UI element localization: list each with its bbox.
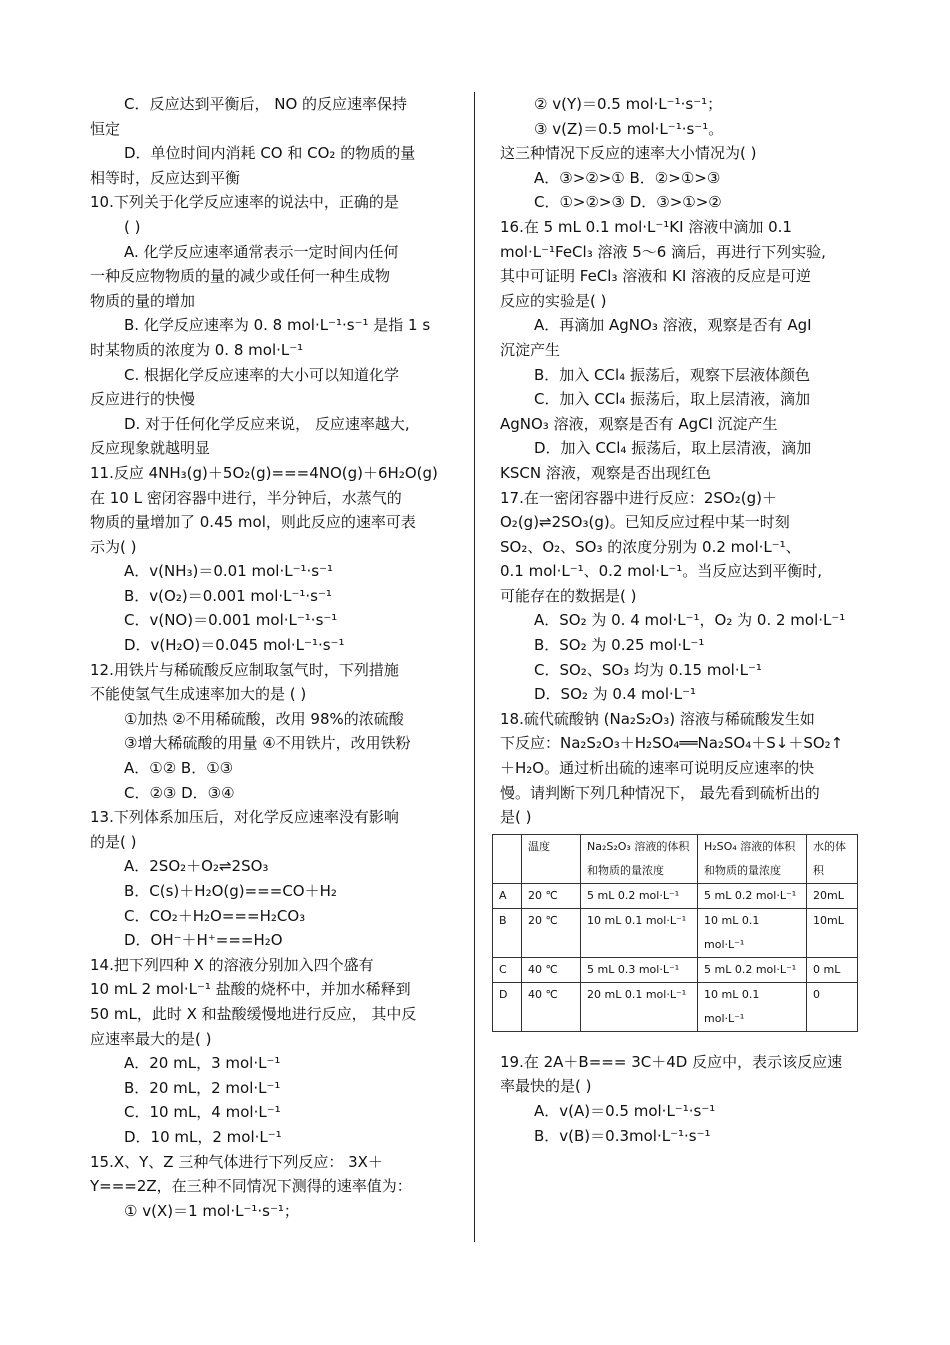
text-line: 在 10 L 密闭容器中进行，半分钟后，水蒸气的 — [90, 488, 402, 507]
right-column — [500, 92, 870, 1148]
text-line: 反应的实验是( ) — [500, 291, 607, 310]
text-line: C．10 mL，4 mol·L⁻¹ — [124, 1103, 281, 1122]
table-cell: 40 ℃ — [522, 982, 581, 1031]
table-cell: 5 mL 0.2 mol·L⁻¹ — [581, 883, 698, 908]
text-line: D．加入 CCl₄ 振荡后，取上层清液，滴加 — [534, 439, 812, 458]
text-line: A．v(A)＝0.5 mol·L⁻¹·s⁻¹ — [534, 1102, 716, 1120]
text-line: 15.X、Y、Z 三种气体进行下列反应： 3X＋ — [90, 1152, 383, 1171]
text-line: C．②③ D．③④ — [124, 783, 235, 802]
experiment-table — [492, 834, 858, 1032]
text-line: ③增大稀硫酸的用量 ④不用铁片，改用铁粉 — [124, 734, 411, 753]
text-line: D．SO₂ 为 0.4 mol·L⁻¹ — [534, 685, 697, 704]
text-line: B．C(s)＋H₂O(g)===CO＋H₂ — [124, 882, 337, 900]
text-line: 14.把下列四种 X 的溶液分别加入四个盛有 — [90, 955, 374, 974]
table-row — [493, 908, 858, 957]
text-line: O₂(g)⇌2SO₃(g)。已知反应过程中某一时刻 — [500, 513, 790, 532]
right-column-bottom — [500, 1050, 870, 1148]
table-header-cell: 温度 — [522, 834, 581, 883]
text-line: 沉淀产生 — [500, 340, 561, 359]
text-line: 物质的量增加了 0.45 mol，则此反应的速率可表 — [90, 513, 416, 532]
text-line: A．2SO₂＋O₂⇌2SO₃ — [124, 857, 269, 876]
text-line: 50 mL，此时 X 和盐酸缓慢地进行反应， 其中反 — [90, 1004, 417, 1023]
text-line: D．OH⁻＋H⁺===H₂O — [124, 931, 283, 950]
table-row — [493, 883, 858, 908]
text-line: ①加热 ②不用稀硫酸，改用 98%的浓硫酸 — [124, 709, 404, 728]
text-line: AgNO₃ 溶液，观察是否有 AgCl 沉淀产生 — [500, 414, 778, 433]
text-line: C．反应达到平衡后， NO 的反应速率保持 — [124, 95, 408, 113]
text-line: 应速率最大的是( ) — [90, 1029, 212, 1048]
text-line: 时某物质的浓度为 0. 8 mol·L⁻¹ — [90, 340, 304, 359]
table-cell: 20 ℃ — [522, 883, 581, 908]
text-line: 其中可证明 FeCl₃ 溶液和 KI 溶液的反应是可逆 — [500, 267, 812, 286]
table-cell: 10 mL 0.1 mol·L⁻¹ — [698, 982, 807, 1031]
table-cell: 5 mL 0.2 mol·L⁻¹ — [698, 957, 807, 982]
text-line: 13.下列体系加压后，对化学反应速率没有影响 — [90, 808, 399, 827]
text-line: mol·L⁻¹FeCl₃ 溶液 5～6 滴后，再进行下列实验, — [500, 242, 826, 261]
text-line: 恒定 — [90, 119, 121, 138]
text-line: KSCN 溶液，观察是否出现红色 — [500, 463, 711, 482]
table-header-cell: 水的体积 — [807, 834, 858, 883]
text-line: A．③>②>① B．②>①>③ — [534, 168, 721, 187]
text-line: 一种反应物物质的量的减少或任何一种生成物 — [90, 267, 391, 286]
text-line: 10.下列关于化学反应速率的说法中，正确的是 — [90, 193, 399, 212]
text-line: 率最快的是( ) — [500, 1077, 592, 1096]
text-line: 不能使氢气生成速率加大的是 ( ) — [90, 685, 307, 704]
text-line: 相等时，反应达到平衡 — [90, 168, 241, 187]
table-header-row — [493, 834, 858, 883]
text-line: 是( ) — [500, 808, 532, 827]
table-cell: 5 mL 0.2 mol·L⁻¹ — [698, 883, 807, 908]
text-line: C．v(NO)＝0.001 mol·L⁻¹·s⁻¹ — [124, 611, 338, 630]
text-line: A. 化学反应速率通常表示一定时间内任何 — [124, 242, 399, 261]
table-cell: 5 mL 0.3 mol·L⁻¹ — [581, 957, 698, 982]
text-line: ② v(Y)＝0.5 mol·L⁻¹·s⁻¹； — [534, 95, 723, 113]
table-cell: 10 mL 0.1 mol·L⁻¹ — [581, 908, 698, 957]
table-header-cell: Na₂S₂O₃ 溶液的体积和物质的量浓度 — [581, 834, 698, 883]
table-row — [493, 982, 858, 1031]
table-cell: 40 ℃ — [522, 957, 581, 982]
text-line: 下反应：Na₂S₂O₃＋H₂SO₄══Na₂SO₄＋S↓＋SO₂↑ — [500, 734, 844, 753]
text-line: ( ) — [124, 217, 141, 236]
column-divider — [474, 92, 475, 1242]
text-line: ③ v(Z)＝0.5 mol·L⁻¹·s⁻¹。 — [534, 119, 724, 138]
text-line: 反应进行的快慢 — [90, 390, 196, 409]
text-line: A．20 mL，3 mol·L⁻¹ — [124, 1054, 281, 1073]
text-line: D. 对于任何化学反应来说， 反应速率越大, — [124, 414, 410, 433]
text-line: B. 化学反应速率为 0. 8 mol·L⁻¹·s⁻¹ 是指 1 s — [124, 316, 431, 335]
table-cell: 0 — [807, 982, 858, 1031]
table-header-cell — [493, 834, 522, 883]
text-line: A．v(NH₃)＝0.01 mol·L⁻¹·s⁻¹ — [124, 562, 334, 581]
table-cell: 10 mL 0.1 mol·L⁻¹ — [698, 908, 807, 957]
text-line: 可能存在的数据是( ) — [500, 586, 637, 605]
text-line: B．v(O₂)＝0.001 mol·L⁻¹·s⁻¹ — [124, 586, 332, 605]
table-cell: D — [493, 982, 522, 1031]
text-line: SO₂、O₂、SO₃ 的浓度分别为 0.2 mol·L⁻¹、 — [500, 537, 801, 556]
text-line: 示为( ) — [90, 537, 137, 556]
text-line: 19.在 2A＋B=== 3C＋4D 反应中，表示该反应速 — [500, 1052, 843, 1071]
text-line: 11.反应 4NH₃(g)＋5O₂(g)===4NO(g)＋6H₂O(g) — [90, 463, 438, 482]
text-line: D．单位时间内消耗 CO 和 CO₂ 的物质的量 — [124, 144, 416, 163]
table-cell: 20 mL 0.1 mol·L⁻¹ — [581, 982, 698, 1031]
text-line: 物质的量的增加 — [90, 291, 196, 310]
text-line: B．加入 CCl₄ 振荡后，观察下层液体颜色 — [534, 365, 810, 384]
text-line: ① v(X)＝1 mol·L⁻¹·s⁻¹； — [124, 1201, 299, 1220]
table-cell: A — [493, 883, 522, 908]
text-line: A．再滴加 AgNO₃ 溶液，观察是否有 AgI — [534, 316, 812, 335]
text-line: ＋H₂O。通过析出硫的速率可说明反应速率的快 — [500, 759, 815, 778]
text-line: C．SO₂、SO₃ 均为 0.15 mol·L⁻¹ — [534, 660, 762, 679]
table-cell: 10mL — [807, 908, 858, 957]
text-line: A．①② B．①③ — [124, 759, 234, 778]
text-line: D．v(H₂O)＝0.045 mol·L⁻¹·s⁻¹ — [124, 636, 345, 655]
text-line: 的是( ) — [90, 832, 137, 851]
table-cell: 20mL — [807, 883, 858, 908]
text-line: 10 mL 2 mol·L⁻¹ 盐酸的烧杯中，并加水稀释到 — [90, 980, 411, 999]
text-line: Y===2Z，在三种不同情况下测得的速率值为： — [90, 1177, 412, 1196]
text-line: C．①>②>③ D．③>①>② — [534, 193, 722, 212]
text-line: 16.在 5 mL 0.1 mol·L⁻¹KI 溶液中滴加 0.1 — [500, 217, 792, 236]
table-cell: C — [493, 957, 522, 982]
right-column-top — [500, 92, 870, 830]
text-line: 反应现象就越明显 — [90, 439, 211, 458]
text-line: C. 根据化学反应速率的大小可以知道化学 — [124, 365, 400, 384]
table-cell: 0 mL — [807, 957, 858, 982]
table-row — [493, 957, 858, 982]
text-line: 17.在一密闭容器中进行反应：2SO₂(g)＋ — [500, 488, 777, 507]
table-cell: 20 ℃ — [522, 908, 581, 957]
text-line: B．20 mL，2 mol·L⁻¹ — [124, 1078, 281, 1097]
text-line: 18.硫代硫酸钠 (Na₂S₂O₃) 溶液与稀硫酸发生如 — [500, 709, 815, 728]
text-line: A．SO₂ 为 0. 4 mol·L⁻¹，O₂ 为 0. 2 mol·L⁻¹ — [534, 611, 846, 630]
left-column — [90, 92, 450, 1223]
text-line: 12.用铁片与稀硫酸反应制取氢气时，下列措施 — [90, 660, 399, 679]
text-line: 这三种情况下反应的速率大小情况为( ) — [500, 144, 757, 163]
text-line: D．10 mL，2 mol·L⁻¹ — [124, 1127, 282, 1146]
text-line: C．加入 CCl₄ 振荡后，取上层清液，滴加 — [534, 390, 811, 409]
text-line: 慢。请判断下列几种情况下， 最先看到硫析出的 — [500, 783, 820, 802]
text-line: C．CO₂＋H₂O===H₂CO₃ — [124, 906, 306, 925]
table-header-cell: H₂SO₄ 溶液的体积和物质的量浓度 — [698, 834, 807, 883]
text-line: 0.1 mol·L⁻¹、0.2 mol·L⁻¹。当反应达到平衡时, — [500, 562, 823, 581]
table-cell: B — [493, 908, 522, 957]
text-line: B．SO₂ 为 0.25 mol·L⁻¹ — [534, 636, 705, 655]
text-line: B．v(B)＝0.3mol·L⁻¹·s⁻¹ — [534, 1126, 711, 1145]
